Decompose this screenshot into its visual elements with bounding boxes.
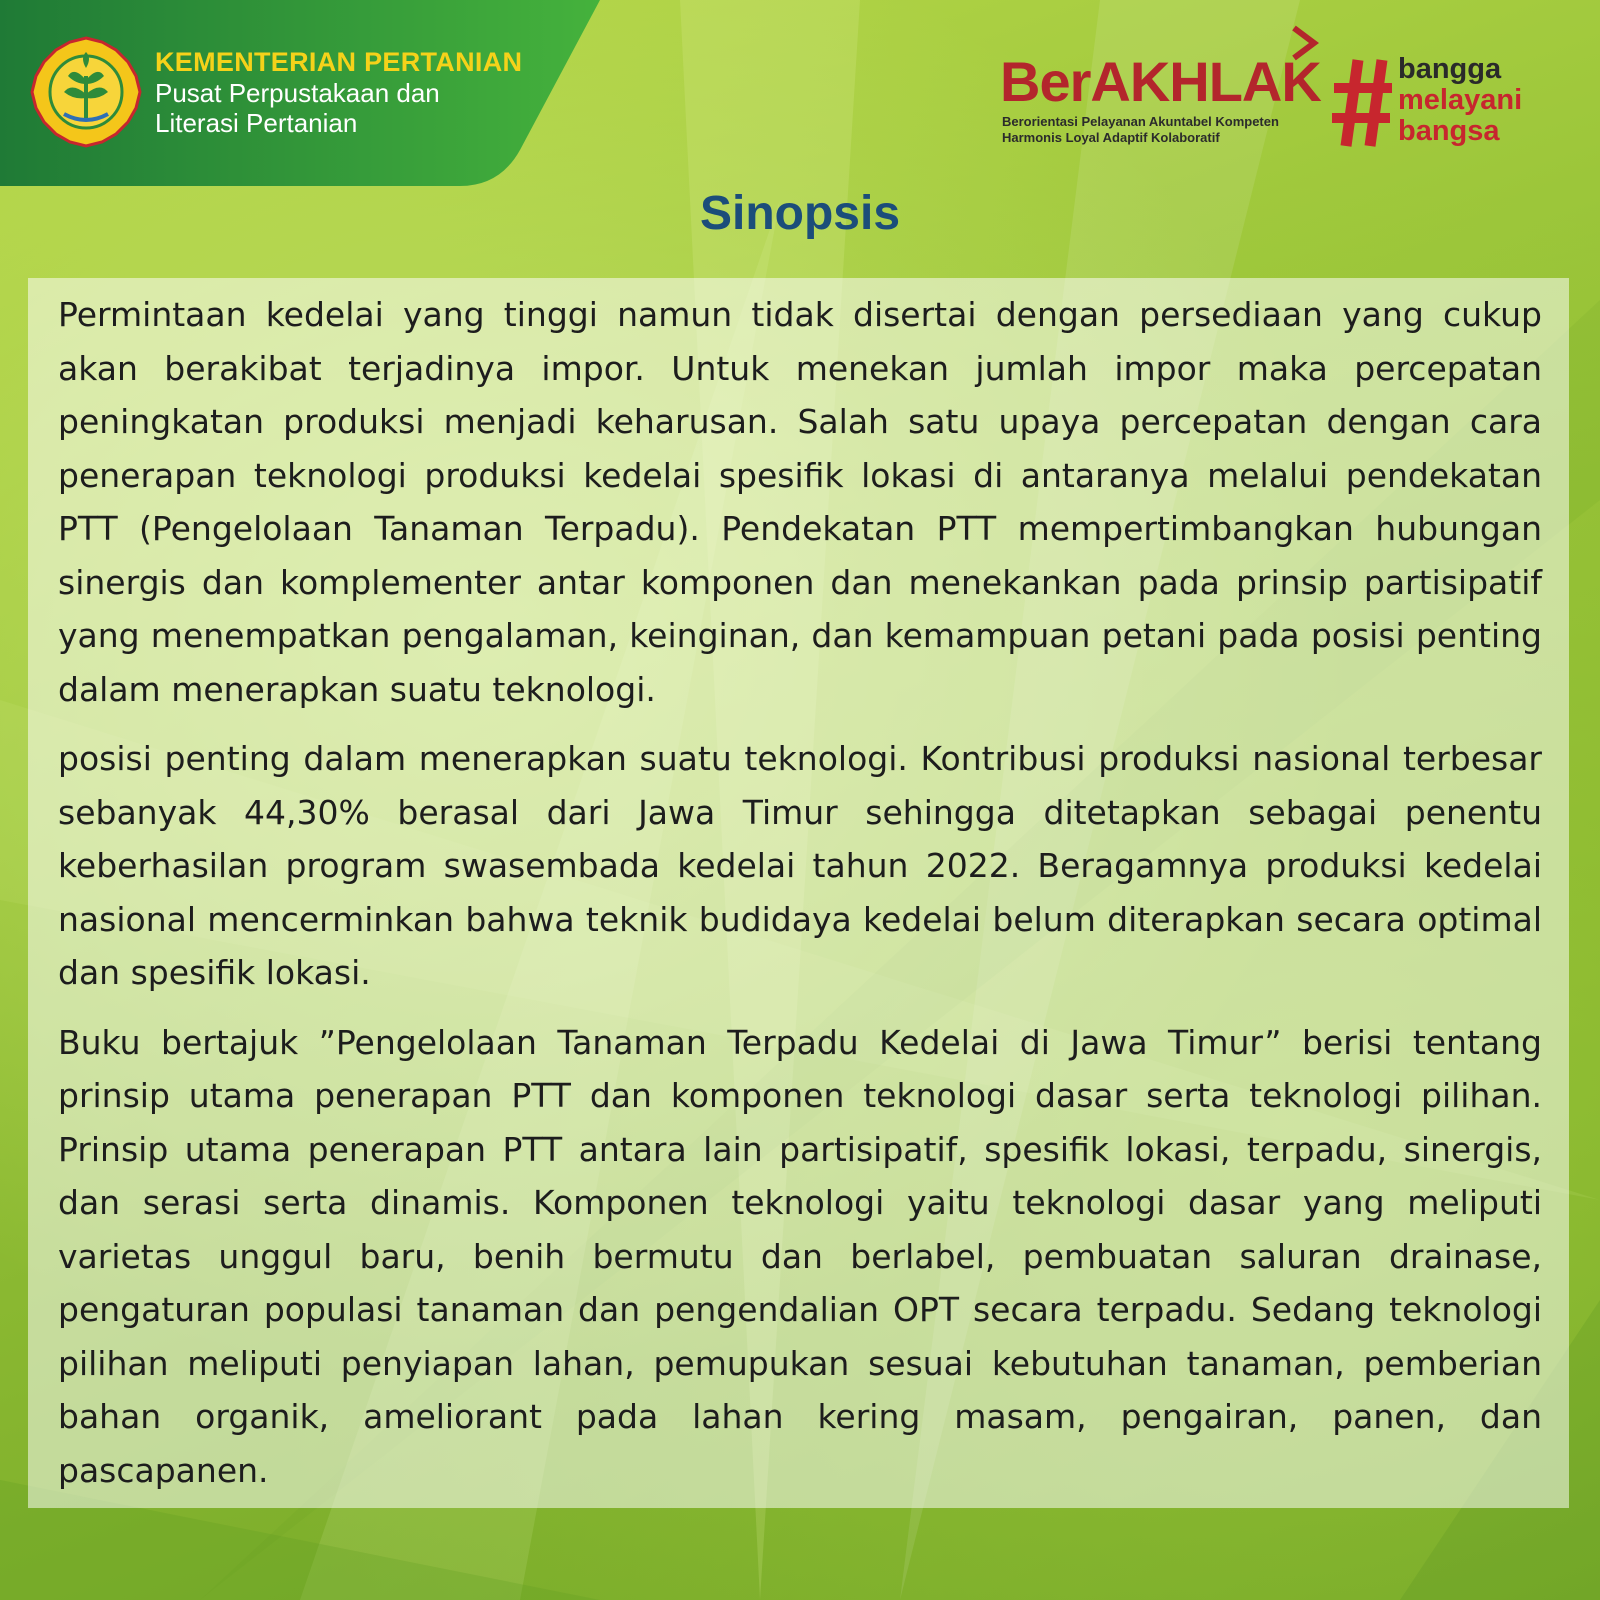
organization-subtitle-line-2: Literasi Pertanian [155, 108, 358, 138]
hashtag-word-bangsa: bangsa [1398, 115, 1500, 147]
hashtag-word-bangga: bangga [1398, 53, 1502, 85]
bangga-melayani-bangsa-logo [1332, 54, 1562, 154]
organization-subtitle-line-1: Pusat Perpustakaan dan [155, 78, 440, 108]
berakhlak-wordmark: BerAKHLAK [1000, 50, 1321, 113]
organization-block [155, 46, 575, 138]
hashtag-icon [1332, 58, 1394, 148]
berakhlak-tagline [1002, 114, 1279, 146]
chevron-icon [1290, 24, 1320, 62]
berakhlak-tagline-line-2: Harmonis Loyal Adaptif Kolaboratif [1002, 130, 1220, 145]
berakhlak-tagline-line-1: Berorientasi Pelayanan Akuntabel Kompeten [1002, 114, 1279, 129]
synopsis-paragraph-3: Buku bertajuk ”Pengelolaan Tanaman Terpadu Kedelai di Jawa Timur” berisi tentang prinsip utama penerapan PTT dan komponen teknologi dasar serta teknologi pilihan. Prinsip utama penerapan PTT antara lain partisipatif, spesifik lokasi, terpadu, sinergis, dan serasi serta dinamis. Komponen teknologi yaitu teknologi dasar yang meliputi varietas unggul baru, benih bermutu dan berlabel, pembuatan saluran drainase, pengaturan populasi tanaman dan pengendalian OPT secara terpadu. Sedang teknologi pilihan meliputi penyiapan lahan, pemupukan sesuai kebutuhan tanaman, pemberian bahan organik, ameliorant pada lahan kering masam, pengairan, panen, dan pascapanen. [58, 1022, 1542, 1490]
hashtag-words [1398, 54, 1522, 147]
synopsis-paragraph-1: Permintaan kedelai yang tinggi namun tidak disertai dengan persediaan yang cukup akan berakibat terjadinya impor. Untuk menekan jumlah impor maka percepatan peningkatan produksi menjadi keharusan. Salah satu upaya percepatan dengan cara penerapan teknologi produksi kedelai spesifik lokasi di antaranya melalui pendekatan PTT (Pengelolaan Tanaman Terpadu). Pendekatan PTT mempertimbangkan hubungan sinergis dan komplementer antar komponen dan menekankan pada prinsip partisipatif yang menempatkan pengalaman, keinginan, dan kemampuan petani pada posisi penting dalam menerapkan suatu teknologi. [58, 295, 1542, 709]
synopsis-content [58, 288, 1542, 1513]
page-title: Sinopsis [699, 187, 901, 240]
organization-name: KEMENTERIAN PERTANIAN [155, 47, 523, 77]
berakhlak-logo [1000, 24, 1330, 154]
kementerian-pertanian-logo [30, 36, 142, 148]
hashtag-word-melayani: melayani [1398, 84, 1523, 116]
synopsis-paragraph-2: posisi penting dalam menerapkan suatu teknologi. Kontribusi produksi nasional terbesar sebanyak 44,30% berasal dari Jawa Timur sehingga ditetapkan sebagai penentu keberhasilan program swasembada kedelai tahun 2022. Beragamnya produksi kedelai nasional mencerminkan bahwa teknik budidaya kedelai belum diterapkan secara optimal dan spesifik lokasi. [58, 739, 1542, 992]
